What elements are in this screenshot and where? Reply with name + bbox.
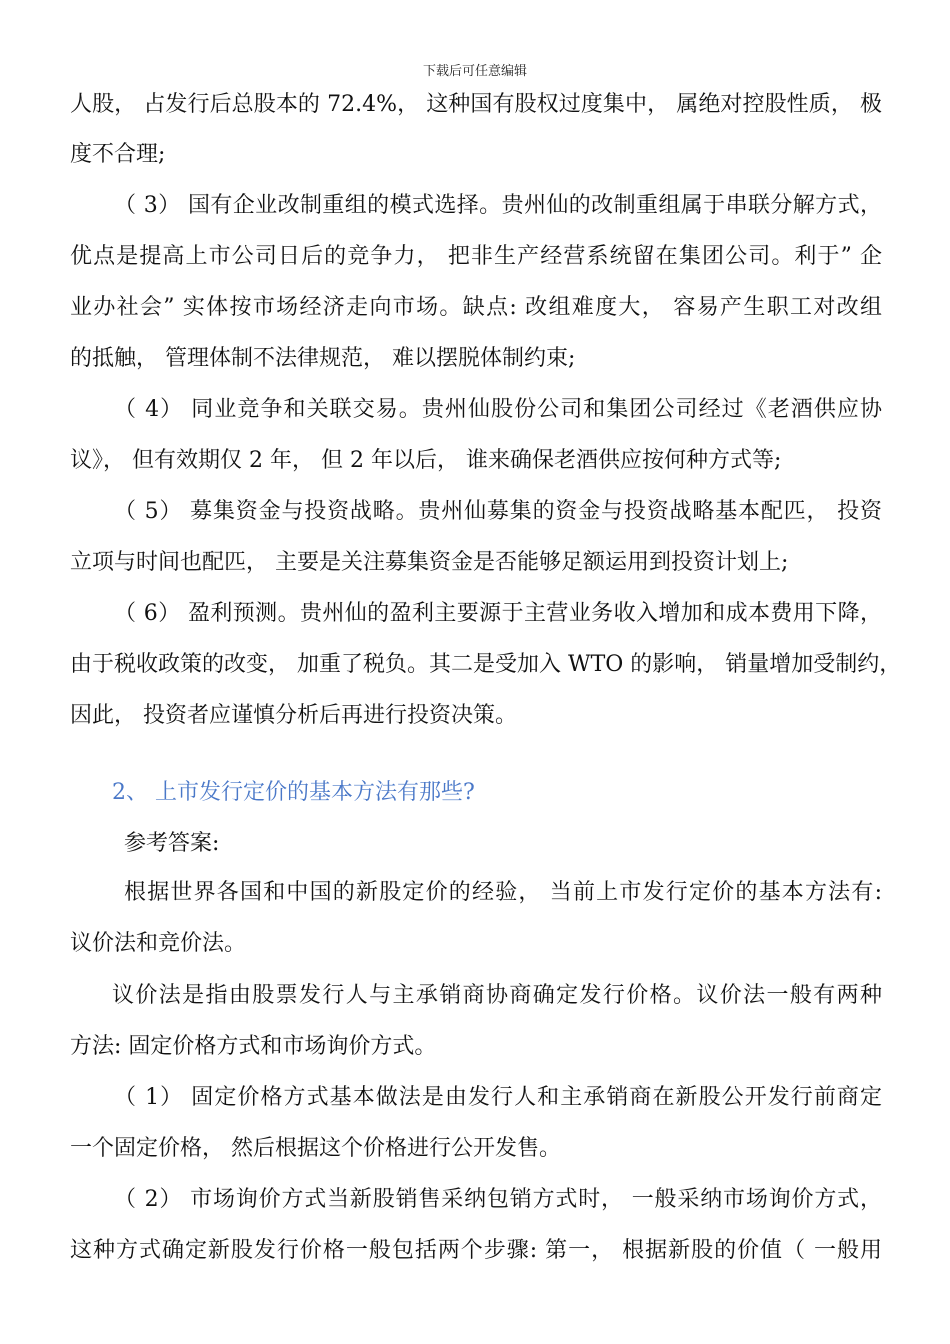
body-line: 议价法和竞价法。: [70, 931, 247, 956]
body-line: （ 1） 固定价格方式基本做法是由发行人和主承销商在新股公开发行前商定: [114, 1085, 882, 1110]
body-line: 方法: 固定价格方式和市场询价方式。: [70, 1034, 437, 1059]
body-line: 议》， 但有效期仅 2 年， 但 2 年以后， 谁来确保老酒供应按何种方式等;: [70, 448, 782, 473]
body-line: 人股， 占发行后总股本的 72.4%， 这种国有股权过度集中， 属绝对控股性质， 极: [70, 92, 882, 117]
body-line: 的抵触， 管理体制不法律规范， 难以摆脱体制约束;: [70, 346, 576, 371]
body-line: 优点是提高上市公司日后的竞争力， 把非生产经营系统留在集团公司。利于” 企: [70, 244, 882, 269]
body-line: 这种方式确定新股发行价格一般包括两个步骤: 第一， 根据新股的价值（ 一般用: [70, 1238, 882, 1263]
body-line: 业办社会” 实体按市场经济走向市场。缺点: 改组难度大， 容易产生职工对改组: [70, 295, 882, 320]
body-line: （ 6） 盈利预测。贵州仙的盈利主要源于主营业务收入增加和成本费用下降，: [114, 601, 882, 626]
body-line: 立项与时间也配匹， 主要是关注募集资金是否能够足额运用到投资计划上;: [70, 550, 789, 575]
body-line: 因此， 投资者应谨慎分析后再进行投资决策。: [70, 703, 517, 728]
body-line: 一个固定价格， 然后根据这个价格进行公开发售。: [70, 1136, 561, 1161]
body-line: （ 5） 募集资金与投资战略。贵州仙募集的资金与投资战略基本配匹， 投资: [114, 499, 882, 524]
body-line: 根据世界各国和中国的新股定价的经验， 当前上市发行定价的基本方法有:: [124, 880, 882, 905]
body-line: （ 4） 同业竞争和关联交易。贵州仙股份公司和集团公司经过《老酒供应协: [114, 397, 882, 422]
answer-label: 参考答案:: [124, 831, 220, 856]
page-header: 下载后可任意编辑: [422, 64, 527, 79]
body-line: 度不合理;: [70, 142, 166, 167]
body-line: 由于税收政策的改变， 加重了税负。其二是受加入 WTO 的影响， 销量增加受制约，: [70, 652, 902, 677]
body-line: （ 2） 市场询价方式当新股销售采纳包销方式时， 一般采纳市场询价方式，: [114, 1187, 882, 1212]
body-line: 议价法是指由股票发行人与主承销商协商确定发行价格。议价法一般有两种: [112, 983, 882, 1008]
question-heading: 2、 上市发行定价的基本方法有那些?: [112, 780, 475, 805]
body-line: （ 3） 国有企业改制重组的模式选择。贵州仙的改制重组属于串联分解方式，: [114, 193, 882, 218]
